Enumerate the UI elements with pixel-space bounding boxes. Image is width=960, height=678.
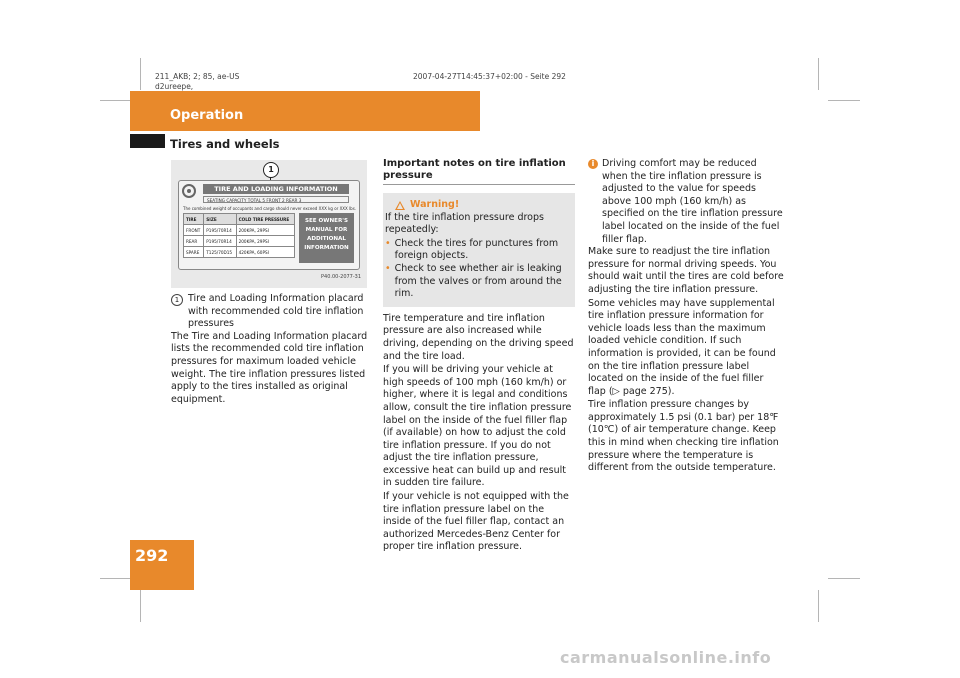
table-cell: P195/70R14: [204, 236, 236, 247]
page-number: 292: [135, 546, 169, 565]
table-cell: 200KPA, 29PSI: [236, 236, 294, 247]
print-meta-left: [155, 72, 239, 92]
placard-table: [183, 213, 295, 258]
bullet-text: Check to see whether air is leaking from the valves or from around the rim.: [394, 262, 562, 300]
body-paragraph: If your vehicle is not equipped with the tire inflation pressure label on the inside of the fuel filler flap, contact an authorized Mercedes-Benz Center for proper tire inflation pressure.: [383, 491, 569, 553]
see-owners-manual-box: [299, 213, 354, 263]
see-owner-line: MANUAL FOR: [305, 227, 348, 233]
table-cell: TIRE: [184, 214, 204, 225]
warning-title: [395, 199, 570, 212]
table-row: [184, 236, 295, 247]
column-1: [171, 293, 371, 407]
table-cell: P195/70R14: [204, 225, 236, 236]
placard-seating: SEATING CAPACITY TOTAL 5 FRONT 2 REAR 3: [203, 196, 349, 203]
table-cell: SIZE: [204, 214, 236, 225]
table-cell: REAR: [184, 236, 204, 247]
table-cell: 200KPA, 29PSI: [236, 225, 294, 236]
info-note: [588, 158, 784, 246]
list-item: [385, 263, 570, 301]
bullet-icon: •: [385, 237, 391, 249]
body-paragraph: Some vehicles may have supplemental tire inflation pressure information for vehicle loads less than the maximum loaded vehicle condition. If such information is provided, it can be found on the tire inflation pressure label located on the inside of the fuel filler flap (▷ page 275).: [588, 297, 776, 397]
table-row: [184, 225, 295, 236]
placard-label: [178, 180, 360, 270]
print-meta-timestamp: 2007-04-27T14:45:37+02:00 - Seite 292: [413, 72, 566, 81]
body-paragraph: Tire inflation pressure changes by approximately 1.5 psi (0.1 bar) per 18℉ (10℃) of air temperature change. Keep this in mind when checking tire inflation pressure where the temperature is different from the outside temperature.: [588, 399, 779, 474]
body-paragraph: Tire temperature and tire inflation pressure are also increased while driving, depending on the driving speed and the tire load.: [383, 312, 574, 362]
tire-placard-illustration: [171, 160, 367, 288]
see-owner-line: INFORMATION: [304, 245, 349, 251]
placard-title: TIRE AND LOADING INFORMATION: [203, 184, 349, 194]
caption-text: Tire and Loading Information placard with recommended cold tire inflation pressures: [188, 293, 364, 330]
crop-mark: [140, 590, 141, 622]
callout-1: 1: [263, 162, 279, 178]
warning-triangle-icon: [395, 201, 405, 210]
crop-mark: [818, 590, 819, 622]
table-cell: FRONT: [184, 225, 204, 236]
body-paragraph: The Tire and Loading Information placard lists the recommended cold tire inflation pressures for maximum loaded vehicle weight. The tire inflation pressures listed apply to the tires installed as original equipment.: [171, 330, 368, 405]
bullet-icon: •: [385, 262, 391, 274]
crop-mark: [818, 58, 819, 90]
subsection-marker: [130, 134, 165, 148]
info-text: Driving comfort may be reduced when the tire inflation pressure is adjusted to the value for speeds above 100 mph (160 km/h) as specified on the tire inflation pressure label located on the inside of the fuel filler flap.: [602, 158, 783, 245]
crop-mark: [100, 100, 132, 101]
table-cell: T125/70D15: [204, 247, 236, 258]
bullet-text: Check the tires for punctures from foreign objects.: [394, 237, 559, 262]
table-row: [184, 214, 295, 225]
body-paragraph: Make sure to readjust the tire inflation pressure for normal driving speeds. You should wait until the tires are cold before adjusting the tire inflation pressure.: [588, 246, 784, 295]
wheel-icon: [182, 184, 196, 198]
meta-line1: 211_AKB; 2; 85, ae-US: [155, 72, 240, 81]
caption-number: 1: [171, 294, 183, 306]
see-owner-line: SEE OWNER'S: [304, 218, 349, 224]
crop-mark: [140, 58, 141, 90]
crop-mark: [100, 578, 132, 579]
crop-mark: [828, 578, 860, 579]
column-3: [588, 158, 784, 476]
placard-combined: The combined weight of occupants and cargo should never exceed XXX kg or XXX lbs.: [183, 206, 357, 211]
body-paragraph: If you will be driving your vehicle at high speeds of 100 mph (160 km/h) or higher, where it is legal and conditions allow, consult the tire inflation pressure label on the inside of the fuel filler flap (if available) on how to adjust the cold tire inflation pressure. If you do not adjust the tire inflation pressure, excessive heat can build up and result in sudden tire failure.: [383, 364, 572, 489]
warning-box: [383, 193, 575, 307]
section-title: Operation: [170, 108, 244, 123]
section-heading: Important notes on tire inflation pressure: [383, 158, 575, 185]
table-cell: COLD TIRE PRESSURE: [236, 214, 294, 225]
figure-code: P40.00-2077-31: [321, 274, 362, 280]
warning-title-text: Warning!: [410, 199, 460, 210]
info-icon: i: [588, 159, 598, 169]
warning-intro: If the tire inflation pressure drops repeatedly:: [385, 211, 544, 236]
table-row: [184, 247, 295, 258]
subsection-title: Tires and wheels: [170, 137, 280, 151]
watermark: carmanualsonline.info: [560, 648, 772, 667]
list-item: [385, 238, 570, 263]
meta-line2: d2ureepe,: [155, 82, 194, 91]
figure-caption: [171, 293, 371, 331]
table-cell: 420KPA, 60PSI: [236, 247, 294, 258]
table-cell: SPARE: [184, 247, 204, 258]
see-owner-line: ADDITIONAL: [307, 236, 346, 242]
crop-mark: [828, 100, 860, 101]
column-2: [383, 158, 575, 555]
